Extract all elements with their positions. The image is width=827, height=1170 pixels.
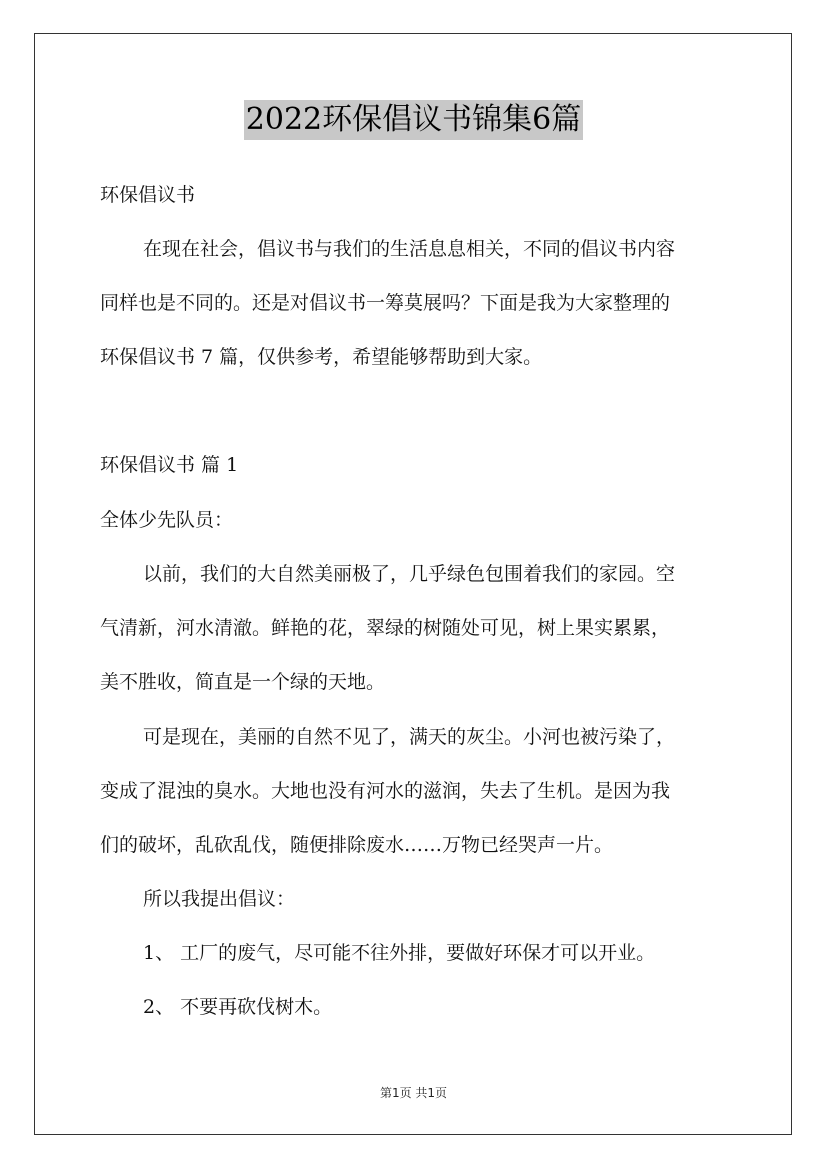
list-item: 2、 不要再砍伐树木。 xyxy=(143,996,333,1018)
section-heading: 环保倡议书 xyxy=(100,184,196,206)
paragraph-line: 所以我提出倡议： xyxy=(143,888,296,910)
paragraph-line: 环保倡议书 7 篇，仅供参考，希望能够帮助到大家。 xyxy=(100,346,543,368)
title-block xyxy=(0,100,827,140)
paragraph-line: 气清新，河水清澈。鲜艳的花，翠绿的树随处可见，树上果实累累， xyxy=(100,617,671,639)
paragraph-line: 以前，我们的大自然美丽极了，几乎绿色包围着我们的家园。空 xyxy=(143,563,676,585)
section-heading: 环保倡议书 篇 1 xyxy=(100,454,239,476)
paragraph-line: 美不胜收，简直是一个绿的天地。 xyxy=(100,671,386,693)
list-item: 1、 工厂的废气，尽可能不往外排，要做好环保才可以开业。 xyxy=(143,942,656,964)
paragraph-line: 同样也是不同的。还是对倡议书一筹莫展吗？下面是我为大家整理的 xyxy=(100,292,671,314)
page-footer: 第1页 共1页 xyxy=(379,1086,448,1100)
paragraph-line: 在现在社会，倡议书与我们的生活息息相关，不同的倡议书内容 xyxy=(143,238,676,260)
paragraph-line: 可是现在，美丽的自然不见了，满天的灰尘。小河也被污染了， xyxy=(143,726,676,748)
paragraph-line: 们的破坏，乱砍乱伐，随便排除废水……万物已经哭声一片。 xyxy=(100,834,614,856)
paragraph-line: 变成了混浊的臭水。大地也没有河水的滋润，失去了生机。是因为我 xyxy=(100,780,671,802)
salutation: 全体少先队员： xyxy=(100,509,234,531)
document-title: 2022环保倡议书锦集6篇 xyxy=(244,100,583,140)
